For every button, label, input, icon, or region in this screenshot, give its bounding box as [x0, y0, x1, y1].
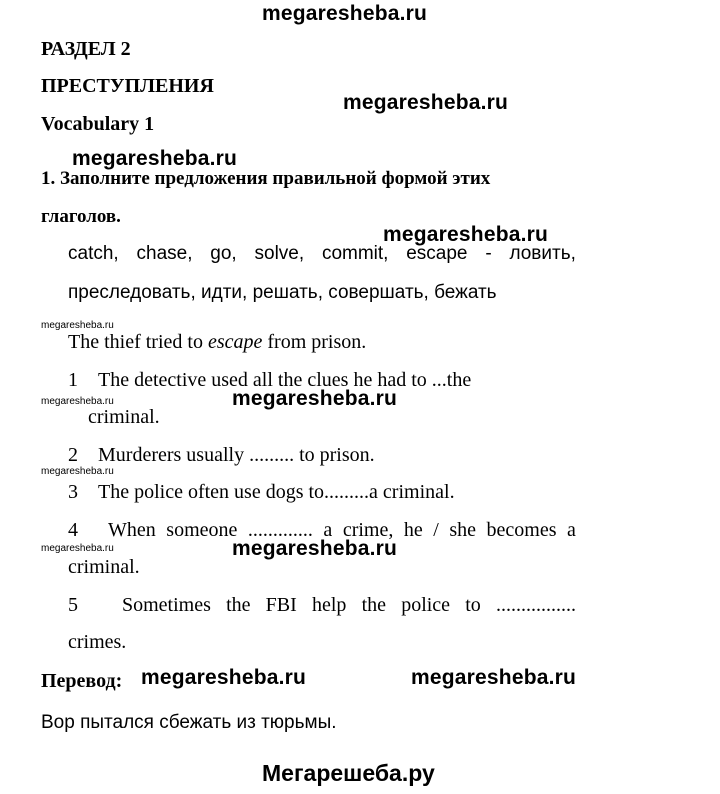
watermark-small-1: megaresheba.ru [41, 320, 114, 331]
item-word: Sometimes [122, 594, 211, 616]
verb-word: ловить, [509, 243, 576, 264]
watermark-2: megaresheba.ru [72, 147, 238, 170]
watermark-4: megaresheba.ru [232, 387, 398, 410]
item-word: ............. [247, 519, 313, 541]
example-after: from prison. [262, 331, 367, 353]
item-5 [68, 594, 576, 617]
verb-word: solve, [254, 243, 305, 264]
watermark-3: megaresheba.ru [383, 223, 549, 246]
verb-word: commit, [321, 243, 389, 264]
item-3 [68, 481, 455, 504]
example-italic-word: escape [207, 331, 263, 353]
item-5-continuation: crimes. [68, 631, 127, 653]
item-word: becomes [486, 519, 557, 541]
item-text: Murderers usually ......... to prison. [98, 444, 375, 466]
item-word: When [108, 519, 156, 541]
watermark-top: megaresheba.ru [262, 2, 428, 25]
task-line-2: глаголов. [41, 206, 121, 227]
item-word: ................ [495, 594, 576, 616]
item-word: a [323, 519, 333, 541]
example-before: The thief tried to [68, 331, 208, 353]
item-text: The detective used all the clues he had to ...the [98, 369, 472, 391]
verbs-line-1 [68, 243, 576, 265]
item-word: / [433, 519, 439, 541]
item-number: 1 [68, 369, 78, 391]
item-word: to [465, 594, 481, 616]
item-text: The police often use dogs to.........a criminal. [98, 481, 455, 503]
verb-word: chase, [136, 243, 193, 264]
watermark-small-2: megaresheba.ru [41, 396, 114, 407]
item-4-continuation: criminal. [68, 556, 140, 578]
watermark-1: megaresheba.ru [343, 91, 509, 114]
item-word: help [311, 594, 347, 616]
item-word: she [449, 519, 477, 541]
item-number: 2 [68, 444, 78, 466]
example-sentence [68, 331, 366, 354]
item-number: 5 [68, 594, 78, 616]
verbs-line-2: преследовать, идти, решать, совершать, бежать [68, 282, 497, 303]
vocabulary-title: Vocabulary 1 [41, 113, 155, 135]
item-word: he [403, 519, 423, 541]
item-word: the [361, 594, 387, 616]
translation-text: Вор пытался сбежать из тюрьмы. [41, 712, 337, 733]
verb-word: catch, [68, 243, 119, 264]
item-number: 3 [68, 481, 78, 503]
section-number: РАЗДЕЛ 2 [41, 38, 131, 60]
item-word: someone [166, 519, 238, 541]
item-word: FBI [265, 594, 297, 616]
verb-word: go, [210, 243, 237, 264]
watermark-bottom: Мегарешеба.ру [262, 760, 435, 786]
task-line-1: 1. Заполните предложения правильной формой этих [41, 168, 491, 189]
item-word: the [226, 594, 251, 616]
watermark-7: megaresheba.ru [411, 666, 577, 689]
verb-word: escape [406, 243, 468, 264]
watermark-5: megaresheba.ru [232, 537, 398, 560]
watermark-6: megaresheba.ru [141, 666, 307, 689]
item-2 [68, 444, 375, 467]
item-word: crime, [342, 519, 394, 541]
item-text [122, 594, 576, 617]
item-word: police [401, 594, 451, 616]
watermark-small-4: megaresheba.ru [41, 543, 114, 554]
item-1-continuation: criminal. [88, 406, 160, 428]
section-title: ПРЕСТУПЛЕНИЯ [41, 75, 214, 97]
translation-label: Перевод: [41, 670, 123, 692]
item-number: 4 [68, 519, 78, 541]
verb-word: - [485, 243, 492, 264]
item-word: a [567, 519, 576, 541]
watermark-small-3: megaresheba.ru [41, 466, 114, 477]
